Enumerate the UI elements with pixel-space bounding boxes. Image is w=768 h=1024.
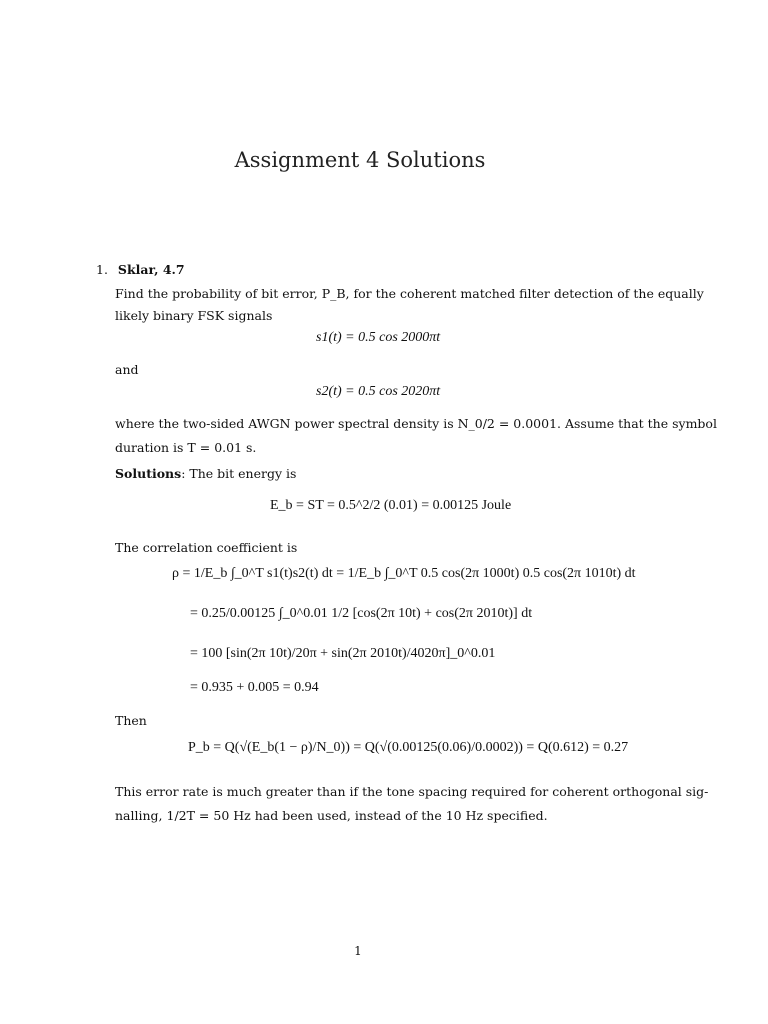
equation-rho-line2: = 0.25/0.00125 ∫_0^0.01 1/2 [cos(2π 10t) + cos(2π 2010t)] dt bbox=[190, 606, 533, 621]
equation-rho-line4: = 0.935 + 0.005 = 0.94 bbox=[190, 680, 319, 695]
equation-rho-line1: ρ = 1/E_b ∫_0^T s1(t)s2(t) dt = 1/E_b ∫_0^T 0.5 cos(2π 1000t) 0.5 cos(2π 1010t) dt bbox=[172, 566, 636, 581]
problem-statement-line2: likely binary FSK signals bbox=[115, 308, 273, 323]
solutions-intro bbox=[115, 466, 296, 481]
equation-s1: s1(t) = 0.5 cos 2000πt bbox=[316, 330, 441, 345]
text-and: and bbox=[115, 362, 139, 377]
problem-source: Sklar, 4.7 bbox=[117, 262, 185, 277]
solutions-text: : The bit energy is bbox=[181, 466, 297, 481]
page-number: 1 bbox=[354, 944, 362, 958]
text-then: Then bbox=[115, 713, 147, 728]
equation-s2: s2(t) = 0.5 cos 2020πt bbox=[316, 384, 441, 399]
correlation-intro: The correlation coefficient is bbox=[115, 540, 298, 555]
problem-statement-line1: Find the probability of bit error, P_B, for the coherent matched filter detection of the equally bbox=[115, 286, 704, 301]
equation-rho-line3: = 100 [sin(2π 10t)/20π + sin(2π 2010t)/4020π]_0^0.01 bbox=[190, 646, 496, 661]
conclusion-line1: This error rate is much greater than if the tone spacing required for coherent orthogonal sig- bbox=[115, 784, 709, 799]
problem-statement-line4: duration is T = 0.01 s. bbox=[115, 440, 257, 455]
conclusion-line2: nalling, 1/2T = 50 Hz had been used, instead of the 10 Hz specified. bbox=[115, 808, 548, 823]
problem-statement-line3: where the two-sided AWGN power spectral density is N_0/2 = 0.0001. Assume that the symbol bbox=[115, 416, 717, 431]
problem-number: 1. bbox=[96, 262, 108, 277]
solutions-label: Solutions bbox=[115, 466, 182, 481]
equation-pb: P_b = Q(√(E_b(1 − ρ)/N_0)) = Q(√(0.00125(0.06)/0.0002)) = Q(0.612) = 0.27 bbox=[188, 740, 629, 755]
document-title: Assignment 4 Solutions bbox=[234, 148, 486, 172]
equation-bit-energy: E_b = ST = 0.5^2/2 (0.01) = 0.00125 Joule bbox=[270, 498, 512, 513]
problem-heading bbox=[96, 262, 185, 277]
